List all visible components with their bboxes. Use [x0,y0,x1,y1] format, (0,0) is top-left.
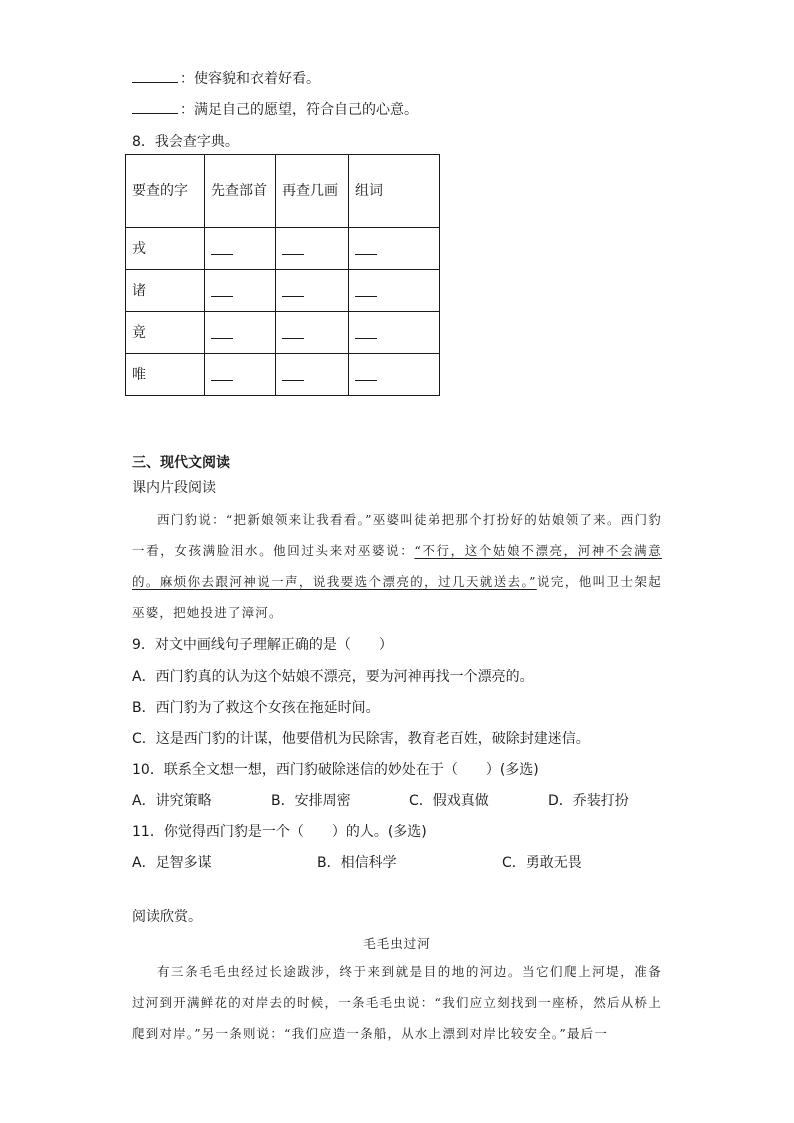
q9-stem: 9．对文中画线句子理解正确的是（ ） [132,637,393,653]
q10-option-d[interactable]: D．乔装打扮 [548,793,629,809]
q9-option-c[interactable]: C．这是西门豹的计谋，他要借机为民除害，教育老百姓，破除封建迷信。 [132,731,590,747]
section-subtitle: 课内片段阅读 [132,480,216,496]
strokes-cell[interactable] [276,354,349,396]
char-cell: 戎 [126,228,205,270]
vocab-definition-2: ：满足自己的愿望，符合自己的心意。 [180,102,418,118]
radical-cell[interactable] [205,354,276,396]
table-header-row [126,155,440,228]
answer-blank[interactable] [355,326,377,339]
words-cell[interactable] [349,312,440,354]
char-cell: 诸 [126,270,205,312]
answer-blank[interactable] [355,242,377,255]
q10-stem: 10．联系全文想一想，西门豹破除迷信的妙处在于（ ）(多选) [132,762,539,778]
q9-option-b[interactable]: B．西门豹为了救这个女孩在拖延时间。 [132,700,380,716]
answer-blank[interactable] [355,284,377,297]
answer-blank[interactable] [211,242,233,255]
q11-option-a[interactable]: A．足智多谋 [132,855,212,871]
char-cell: 唯 [126,354,205,396]
answer-blank[interactable] [282,368,304,381]
answer-blank[interactable] [211,368,233,381]
vocab-definition-1: ：使容貌和衣着好看。 [180,71,320,87]
strokes-cell[interactable] [276,312,349,354]
story-title: 毛毛虫过河 [363,936,431,951]
table-row [126,312,440,354]
section-title: 三、现代文阅读 [132,455,230,471]
radical-cell[interactable] [205,312,276,354]
passage-caterpillars: 有三条毛毛虫经过长途跋涉，终于来到就是目的地的河边。当它们爬上河堤，准备过河到开满鲜花的对岸去的时候，一条毛毛虫说：“我们应立刻找到一座桥，然后从桥上爬到对岸。”另一条则说：“我们应造一条船，从水上漂到对岸比较安全。”最后一 [132,964,662,1041]
header-strokes: 再查几画 [276,155,349,228]
answer-blank[interactable] [282,326,304,339]
passage-underlined-sentence: “不行，这个姑娘不漂亮，河神不会满意的。麻烦你去跟河神说一声，说我要选个漂亮的，过几天就送去。” [132,543,662,589]
answer-blank[interactable] [132,99,178,114]
radical-cell[interactable] [205,228,276,270]
reading-label: 阅读欣赏。 [132,909,202,925]
strokes-cell[interactable] [276,228,349,270]
q11-stem: 11．你觉得西门豹是一个（ ）的人。(多选) [132,824,427,840]
header-char: 要查的字 [126,155,205,228]
q10-option-b[interactable]: B．安排周密 [271,793,351,809]
header-radical-label: 先查部首 [211,183,267,199]
words-cell[interactable] [349,228,440,270]
char-cell: 竟 [126,312,205,354]
vocab-line-1 [132,68,320,88]
dictionary-table [125,154,440,396]
strokes-cell[interactable] [276,270,349,312]
radical-cell[interactable] [205,270,276,312]
table-row [126,270,440,312]
answer-blank[interactable] [211,284,233,297]
answer-blank[interactable] [211,326,233,339]
q9-option-a[interactable]: A．西门豹真的认为这个姑娘不漂亮，要为河神再找一个漂亮的。 [132,669,534,685]
words-cell[interactable] [349,354,440,396]
answer-blank[interactable] [282,242,304,255]
q11-option-b[interactable]: B．相信科学 [317,855,397,871]
answer-blank[interactable] [355,368,377,381]
q10-option-c[interactable]: C．假戏真做 [409,793,489,809]
table-row [126,228,440,270]
answer-blank[interactable] [282,284,304,297]
header-words: 组词 [349,155,440,228]
table-row [126,354,440,396]
passage-text-1: 西门豹说：“把新娘领来让我看看。”巫婆叫徒弟把那个打扮好的姑娘领了来。西门豹一看，女孩满脸泪水。他回过头来对巫婆说： [132,512,662,558]
vocab-line-2 [132,99,418,119]
passage-ximen-bao [132,504,662,628]
header-radical [205,155,276,228]
q10-option-a[interactable]: A．讲究策略 [132,793,212,809]
q11-option-c[interactable]: C．勇敢无畏 [502,855,582,871]
q8-stem: 8．我会查字典。 [132,134,239,150]
answer-blank[interactable] [132,68,178,83]
passage-text-2: 说完，他叫卫士架起巫婆，把她投进了漳河。 [132,574,662,620]
words-cell[interactable] [349,270,440,312]
